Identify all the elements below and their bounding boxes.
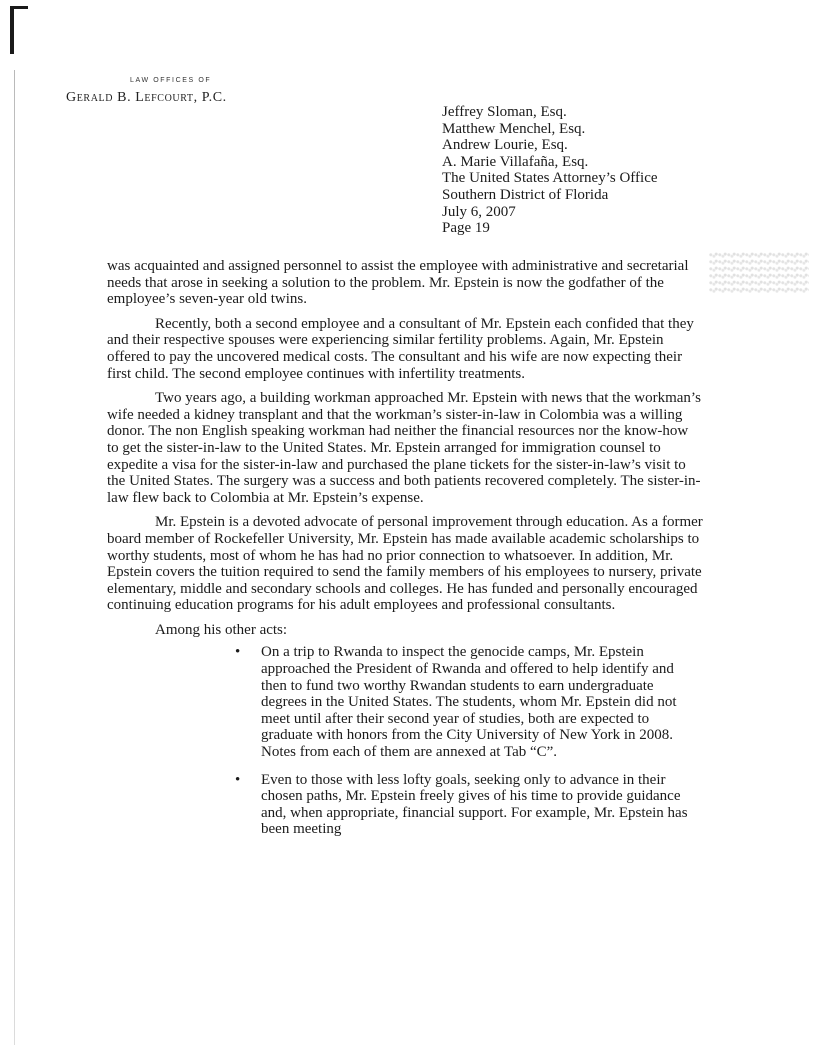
list-item	[107, 644, 703, 760]
letterhead-caption: LAW OFFICES OF	[130, 77, 212, 84]
list-item-text: Even to those with less lofty goals, seeking only to advance in their chosen paths, Mr. Epstein freely gives of his time to provide guidance and, when appropriate, financial support. For example, Mr. Epstein has been meeting	[261, 771, 688, 838]
body-paragraph: Recently, both a second employee and a consultant of Mr. Epstein each confided that they and their respective spouses were experiencing similar fertility problems. Again, Mr. Epstein offered to pay the uncovered medical costs. The consultant and his wife are now expecting their first child. The second employee continues with infertility treatments.	[107, 315, 694, 382]
scan-noise	[709, 252, 809, 294]
letterhead-firm-name: Gerald B. Lefcourt, P.C.	[66, 90, 227, 105]
body-paragraph: Mr. Epstein is a devoted advocate of personal improvement through education. As a former board member of Rockefeller University, Mr. Epstein has made available academic scholarships to worthy students, most of whom he has had no prior connection to whatsoever. In addition, Mr. Epstein covers the tuition required to send the family members of his employees to nursery, private elementary, middle and secondary schools and colleges. He has funded and personally encouraged continuing education programs for his adult employees and professional consultants.	[107, 514, 703, 614]
letter-body	[107, 258, 703, 849]
page-number: Page 19	[442, 220, 490, 237]
address-line: Andrew Lourie, Esq.	[442, 137, 568, 154]
body-paragraph: Two years ago, a building workman approached Mr. Epstein with news that the workman’s wife needed a kidney transplant and that the workman’s sister-in-law in Colombia was a willing donor. The non English speaking workman had neither the financial resources nor the know-how to get the sister-in-law to the United States. Mr. Epstein arranged for immigration counsel to expedite a visa for the sister-in-law and purchased the plane tickets for the sister-in-law’s visit to the United States. The surgery was a success and both patients recovered completely. The sister-in-law flew back to Colombia at Mr. Epstein’s expense.	[107, 390, 701, 506]
scan-binding-mark-top	[10, 6, 28, 9]
bullet-icon: •	[235, 644, 241, 661]
letter-date: July 6, 2007	[442, 203, 516, 220]
letterhead	[66, 76, 227, 108]
list-item	[107, 772, 703, 838]
list-item-text: On a trip to Rwanda to inspect the genocide camps, Mr. Epstein approached the President of Rwanda and offered to help identify and then to fund two worthy Rwandan students to earn undergraduate degrees in the United States. The students, whom Mr. Epstein did not meet until after their second year of studies, both are expected to graduate with honors from the City University of New York in 2008. Notes from each of them are annexed at Tab “C”.	[261, 644, 677, 761]
address-line: The United States Attorney’s Office	[442, 170, 658, 187]
list-lead-in: Among his other acts:	[155, 621, 288, 638]
address-line: A. Marie Villafaña, Esq.	[442, 153, 589, 170]
address-line: Matthew Menchel, Esq.	[442, 120, 586, 137]
address-line: Jeffrey Sloman, Esq.	[442, 104, 567, 120]
address-line: Southern District of Florida	[442, 186, 609, 203]
bullet-icon: •	[235, 771, 241, 788]
body-paragraph: was acquainted and assigned personnel to assist the employee with administrative and secretarial needs that arose in seeking a solution to the problem. Mr. Epstein is now the godfather of the employee’s seven-year old twins.	[107, 258, 689, 308]
recipient-address-block	[442, 104, 658, 237]
scan-edge-line	[14, 70, 15, 1045]
acts-bullet-list	[107, 644, 703, 838]
scan-binding-mark	[10, 6, 14, 54]
